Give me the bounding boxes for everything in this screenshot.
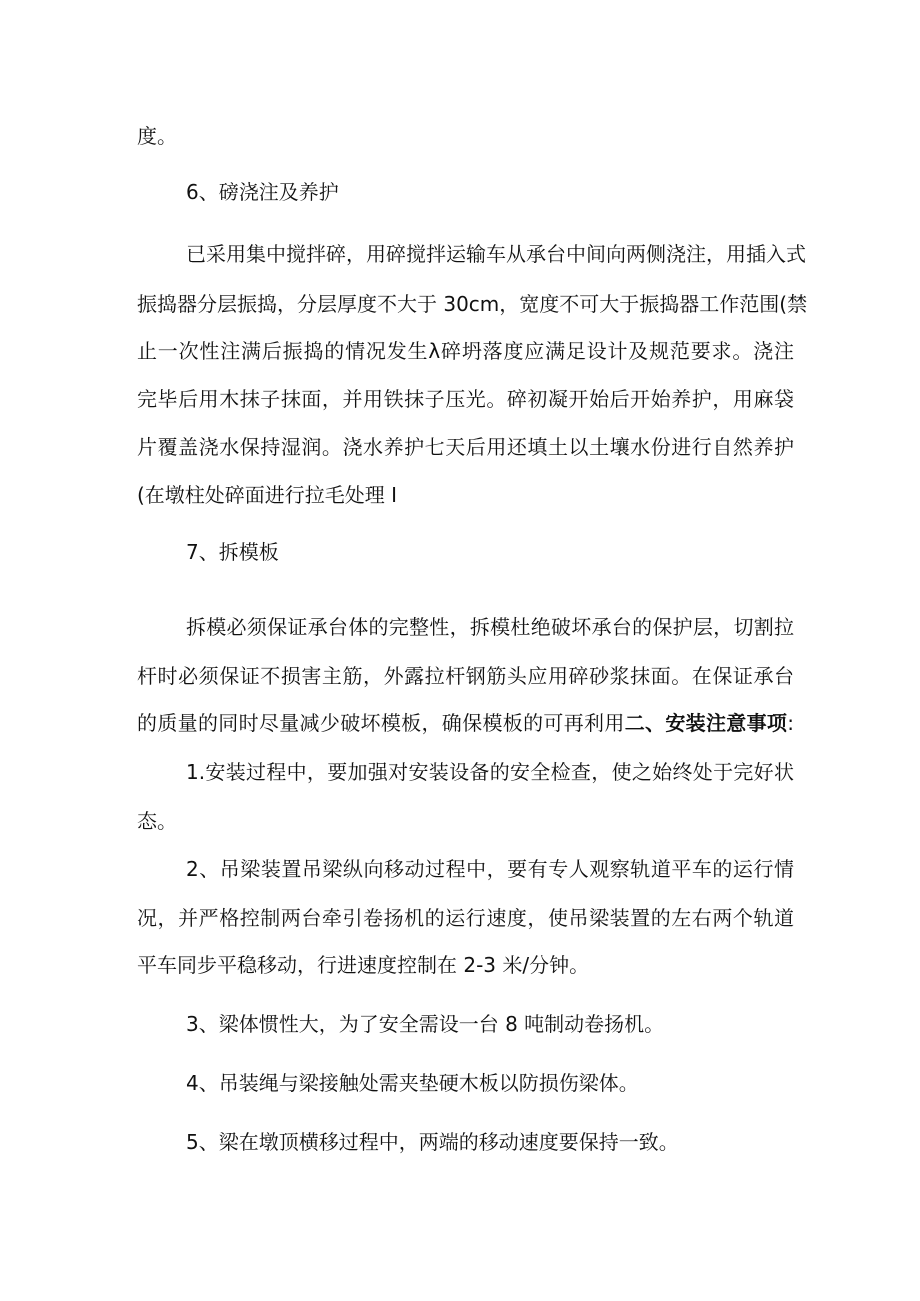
list-item-2-line: 平车同步平稳移动，行进速度控制在 2-3 米/分钟。 bbox=[137, 953, 590, 977]
paragraph-7-line bbox=[137, 711, 794, 735]
colon: : bbox=[787, 711, 794, 735]
paragraph-7-line: 拆模必须保证承台体的完整性，拆模杜绝破坏承台的保护层，切割拉 bbox=[186, 615, 794, 639]
paragraph-6-line: (在墩柱处碎面进行拉毛处理 I bbox=[137, 483, 398, 507]
paragraph-6-line: 已采用集中搅拌碎，用碎搅拌运输车从承台中间向两侧浇注，用插入式 bbox=[186, 242, 806, 266]
list-item-1-line: 态。 bbox=[137, 809, 177, 833]
list-item-2-line: 2、吊梁装置吊梁纵向移动过程中，要有专人观察轨道平车的运行情 bbox=[186, 857, 794, 881]
paragraph-6-line: 片覆盖浇水保持湿润。浇水养护七天后用还填土以土壤水份进行自然养护 bbox=[137, 435, 794, 459]
paragraph-6-line: 止一次性注满后振捣的情况发生λ碎坍落度应满足设计及规范要求。浇注 bbox=[137, 339, 794, 363]
list-item-1-line: 1.安装过程中，要加强对安装设备的安全检查，使之始终处于完好状 bbox=[186, 760, 794, 784]
paragraph-6-line: 振捣器分层振捣，分层厚度不大于 30cm，宽度不可大于振捣器工作范围(禁 bbox=[137, 292, 808, 316]
paragraph-7-text: 的质量的同时尽量减少破坏模板，确保模板的可再利用 bbox=[137, 711, 625, 735]
paragraph-7-line: 杆时必须保证不损害主筋，外露拉杆钢筋头应用碎砂浆抹面。在保证承台 bbox=[137, 664, 794, 688]
list-item-3: 3、梁体惯性大，为了安全需设一台 8 吨制动卷扬机。 bbox=[186, 1012, 665, 1036]
paragraph-6-line: 完毕后用木抹子抹面，并用铁抹子压光。碎初凝开始后开始养护，用麻袋 bbox=[137, 387, 794, 411]
list-item-5: 5、梁在墩顶横移过程中，两端的移动速度要保持一致。 bbox=[186, 1130, 679, 1154]
continued-text-line: 度。 bbox=[137, 124, 177, 148]
section-heading-7: 7、拆模板 bbox=[186, 540, 279, 564]
list-item-2-line: 况，并严格控制两台牵引卷扬机的运行速度，使吊梁装置的左右两个轨道 bbox=[137, 906, 794, 930]
section-heading-2: 二、安装注意事项 bbox=[624, 711, 788, 735]
list-item-4: 4、吊装绳与梁接触处需夹垫硬木板以防损伤梁体。 bbox=[186, 1071, 639, 1095]
section-heading-6: 6、磅浇注及养护 bbox=[186, 180, 339, 204]
